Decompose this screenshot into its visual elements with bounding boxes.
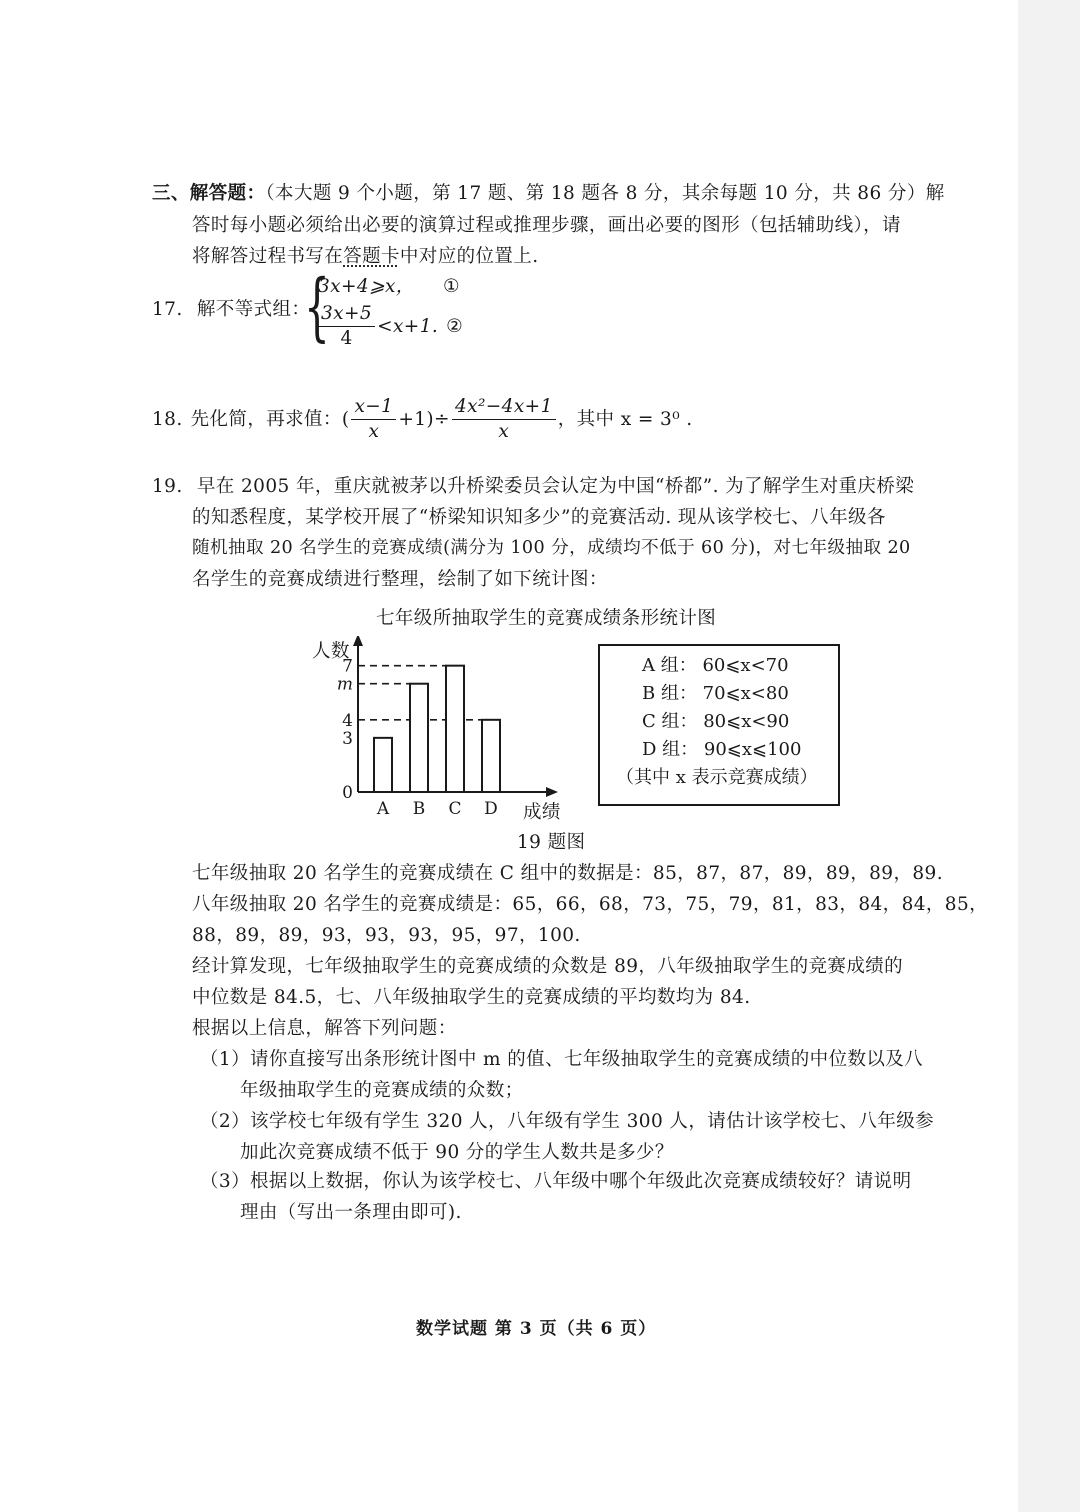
q19-line3: 随机抽取 20 名学生的竞赛成绩(满分为 100 分，成绩均不低于 60 分)，对七年级抽取 20	[192, 538, 911, 558]
chart-ylabel: 人数	[312, 641, 350, 662]
q17-number: 17.	[152, 299, 183, 320]
page-edge	[1018, 0, 1080, 1512]
q18-plus-one: +1)÷	[398, 409, 450, 430]
q19-number: 19.	[152, 476, 183, 497]
fraction-numerator: x−1	[351, 395, 396, 420]
y-tick-label: 3	[342, 728, 353, 749]
x-tick-label: C	[448, 799, 462, 819]
q19-line2: 的知悉程度，某学校开展了“桥梁知识知多少”的竞赛活动. 现从该学校七、八年级各	[192, 507, 886, 528]
q17-inequality-2	[316, 302, 463, 351]
section-intro-line2: 答时每小题必须给出必要的演算过程或推理步骤，画出必要的图形（包括辅助线），请	[192, 215, 901, 236]
q19-finding-line2: 中位数是 84.5，七、八年级抽取学生的竞赛成绩的平均数均为 84.	[192, 987, 751, 1008]
q19-sub3-line2: 理由（写出一条理由即可).	[240, 1202, 462, 1223]
q19-grade8-data-cont: 88，89，89，93，93，93，95，97，100.	[192, 925, 581, 946]
y-tick-label: 4	[342, 710, 353, 731]
q17-brace: {	[304, 264, 330, 350]
q18-fraction-2	[452, 395, 556, 444]
q19-line1	[152, 471, 914, 502]
q17-label	[152, 294, 310, 325]
q17-inequality-1	[318, 271, 460, 302]
circled-1: ①	[443, 276, 460, 297]
q19-grade7-data: 七年级抽取 20 名学生的竞赛成绩在 C 组中的数据是：85，87，87，89，89，89，89.	[192, 863, 943, 884]
q19-grade8-data: 八年级抽取 20 名学生的竞赛成绩是：65，66，68，73，75，79，81，83，84，84，85，	[192, 894, 989, 915]
intro-text-b: 中对应的位置上.	[399, 246, 539, 267]
legend-line-d: D 组： 90⩽x⩽100	[642, 739, 802, 760]
q19-line4: 名学生的竞赛成绩进行整理，绘制了如下统计图：	[192, 569, 608, 590]
y-tick-label: m	[336, 674, 353, 695]
q18-number: 18.	[152, 409, 183, 430]
circled-2: ②	[446, 316, 464, 337]
section-intro-line3	[192, 241, 539, 272]
section-heading: 三、解答题：	[152, 183, 266, 204]
q18-tail: ，其中 x = 3⁰ .	[557, 409, 693, 430]
y-tick-label: 7	[342, 656, 353, 677]
section-intro-line1	[152, 178, 945, 209]
q18-fraction-1	[351, 395, 396, 444]
group-legend-box	[598, 644, 840, 806]
y-axis-arrow	[353, 636, 363, 646]
chart-xlabel: 成绩	[523, 802, 561, 823]
q19-sub2-line2: 加此次竞赛成绩不低于 90 分的学生人数共是多少？	[240, 1142, 674, 1163]
q18-paren: (	[341, 409, 350, 430]
section-intro-text: （本大题 9 个小题，第 17 题、第 18 题各 8 分，其余每题 10 分，共 86 分）解	[265, 183, 945, 204]
page-footer: 数学试题 第 3 页（共 6 页）	[416, 1319, 657, 1339]
q19-sub1-line1: （1）请你直接写出条形统计图中 m 的值、七年级抽取学生的竞赛成绩的中位数以及八	[200, 1049, 924, 1070]
inequality-2-rest: <x+1.	[377, 316, 439, 337]
q19-text: 早在 2005 年，重庆就被茅以升桥梁委员会认定为中国“桥都”. 为了解学生对重庆桥梁	[196, 476, 915, 497]
fraction-denominator: 4	[340, 328, 353, 349]
legend-line-b: B 组： 70⩽x<80	[642, 683, 789, 704]
legend-line-c: C 组： 80⩽x<90	[642, 711, 790, 732]
bar-B	[410, 684, 428, 792]
fraction-numerator: 4x²−4x+1	[452, 395, 556, 420]
fraction-denominator: x	[498, 421, 510, 442]
q17-prompt: 解不等式组：	[196, 299, 311, 320]
fraction-denominator: x	[368, 421, 380, 442]
q18-prompt: 先化简，再求值：	[190, 409, 342, 430]
q19-finding-line1: 经计算发现，七年级抽取学生的竞赛成绩的众数是 89，八年级抽取学生的竞赛成绩的	[192, 956, 904, 977]
x-tick-label: D	[484, 799, 498, 819]
inequality-2-fraction	[318, 302, 375, 351]
q18-line	[152, 395, 693, 444]
q19-sub3-line1: （3）根据以上数据，你认为该学校七、八年级中哪个年级此次竞赛成绩较好？请说明	[200, 1171, 912, 1192]
y-tick-label: 0	[342, 783, 353, 803]
figure-caption: 19 题图	[517, 832, 586, 853]
x-tick-label: B	[412, 799, 426, 819]
legend-note: （其中 x 表示竞赛成绩）	[616, 767, 818, 788]
q19-instruction: 根据以上信息，解答下列问题：	[192, 1018, 457, 1039]
chart-title: 七年级所抽取学生的竞赛成绩条形统计图	[376, 608, 717, 629]
legend-line-a: A 组： 60⩽x<70	[642, 655, 789, 676]
bar-A	[374, 738, 392, 792]
inequality-1-expr: 3x+4⩾x，	[318, 276, 415, 297]
q19-sub1-line2: 年级抽取学生的竞赛成绩的众数；	[240, 1080, 524, 1101]
x-tick-label: A	[376, 799, 390, 819]
x-axis-arrow	[546, 787, 558, 797]
bar-D	[482, 720, 500, 792]
q19-sub2-line1: （2）该学校七年级有学生 320 人，八年级有学生 300 人，请估计该学校七、八年级参	[200, 1111, 935, 1132]
intro-text-a: 将解答过程书写在	[192, 246, 344, 267]
bar-C	[446, 666, 464, 792]
answer-card-emphasis: 答题卡	[343, 246, 400, 267]
fraction-numerator: 3x+5	[318, 302, 375, 327]
